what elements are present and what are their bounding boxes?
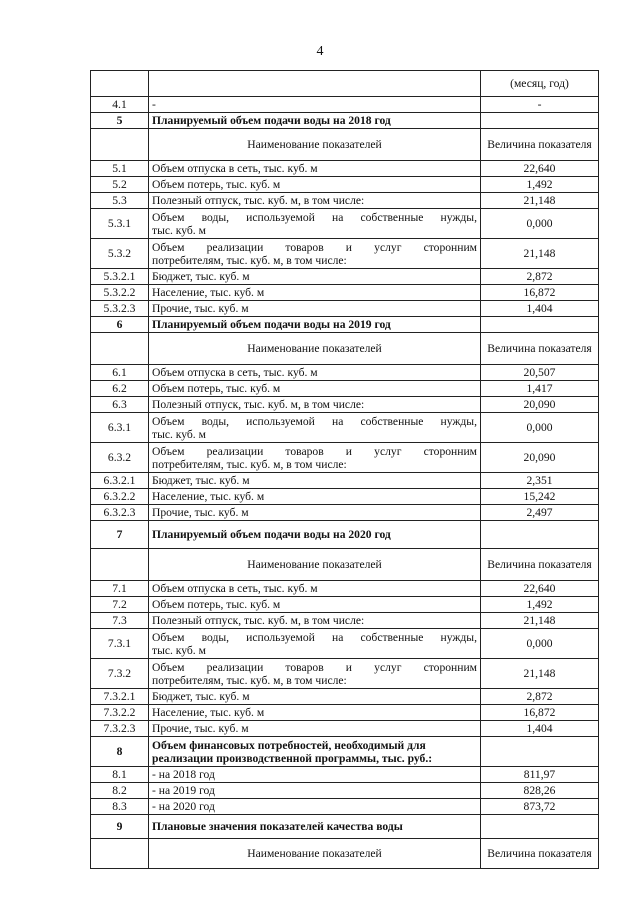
indicator-name: Полезный отпуск, тыс. куб. м, в том числе:: [149, 193, 481, 209]
table-row: [91, 161, 599, 177]
indicator-value: 828,26: [481, 783, 599, 799]
indicator-name: [149, 71, 481, 97]
indicator-name-line: тыс. куб. м: [152, 643, 206, 657]
row-number: 5.2: [91, 177, 149, 193]
indicator-name-line: Объем воды, используемой на собственные нужды,: [152, 210, 477, 224]
empty-cell: [481, 815, 599, 839]
indicator-value: 21,148: [481, 193, 599, 209]
table-row: [91, 767, 599, 783]
indicator-name-line: тыс. куб. м: [152, 223, 206, 237]
indicator-value: 2,872: [481, 269, 599, 285]
empty-cell: [91, 333, 149, 365]
section-row: [91, 521, 599, 549]
indicator-name: Объем потерь, тыс. куб. м: [149, 381, 481, 397]
section-title-line: реализации производственной программы, тыс. руб.:: [152, 751, 433, 765]
indicator-value: 22,640: [481, 161, 599, 177]
indicator-name-line: потребителям, тыс. куб. м, в том числе:: [152, 673, 347, 687]
column-header-row: [91, 549, 599, 581]
indicator-value: 16,872: [481, 705, 599, 721]
production-program-table: [90, 70, 599, 869]
indicator-name: Объем отпуска в сеть, тыс. куб. м: [149, 365, 481, 381]
indicator-name: Объем отпуска в сеть, тыс. куб. м: [149, 161, 481, 177]
column-header-name: Наименование показателей: [149, 549, 481, 581]
table-row: [91, 193, 599, 209]
table-row: [91, 597, 599, 613]
indicator-value: 21,148: [481, 659, 599, 689]
table-row: [91, 209, 599, 239]
indicator-value: 21,148: [481, 239, 599, 269]
indicator-name-line: тыс. куб. м: [152, 427, 206, 441]
row-number: 5.3.2.2: [91, 285, 149, 301]
indicator-name: Полезный отпуск, тыс. куб. м, в том числе:: [149, 613, 481, 629]
indicator-value: 1,404: [481, 301, 599, 317]
column-header-row: [91, 129, 599, 161]
section-title: Плановые значения показателей качества воды: [149, 815, 481, 839]
indicator-value: 1,417: [481, 381, 599, 397]
table-row: [91, 381, 599, 397]
row-number: 5.1: [91, 161, 149, 177]
section-row: [91, 113, 599, 129]
indicator-value: 15,242: [481, 489, 599, 505]
indicator-name: - на 2018 год: [149, 767, 481, 783]
row-number: 7.3.2.3: [91, 721, 149, 737]
row-number: 7.3.2.2: [91, 705, 149, 721]
row-number: 8.1: [91, 767, 149, 783]
table-row: [91, 799, 599, 815]
section-row: [91, 815, 599, 839]
row-number: 5.3.2.3: [91, 301, 149, 317]
indicator-value: 20,090: [481, 443, 599, 473]
section-title: Планируемый объем подачи воды на 2020 год: [149, 521, 481, 549]
section-row: [91, 317, 599, 333]
table-row: [91, 783, 599, 799]
row-number: 5.3: [91, 193, 149, 209]
table-row: [91, 689, 599, 705]
table-row: [91, 97, 599, 113]
row-number: 7.1: [91, 581, 149, 597]
indicator-value: 1,404: [481, 721, 599, 737]
row-number: 6.3.2.2: [91, 489, 149, 505]
indicator-name: - на 2019 год: [149, 783, 481, 799]
row-number: 8.3: [91, 799, 149, 815]
indicator-name: Бюджет, тыс. куб. м: [149, 269, 481, 285]
top-row: [91, 71, 599, 97]
column-header-name: Наименование показателей: [149, 333, 481, 365]
indicator-name: [149, 413, 481, 443]
empty-cell: [91, 549, 149, 581]
table-row: [91, 413, 599, 443]
page-number: 4: [316, 44, 324, 59]
indicator-name-line: Объем воды, используемой на собственные нужды,: [152, 630, 477, 644]
row-number: 7.3.1: [91, 629, 149, 659]
row-number: 6.3.2: [91, 443, 149, 473]
indicator-name: Население, тыс. куб. м: [149, 705, 481, 721]
indicator-value: 873,72: [481, 799, 599, 815]
table-row: [91, 629, 599, 659]
indicator-value: 2,872: [481, 689, 599, 705]
indicator-name: Прочие, тыс. куб. м: [149, 505, 481, 521]
column-header-value-text: Величина показателя: [487, 558, 592, 571]
row-number: 6.3.2.3: [91, 505, 149, 521]
indicator-name: Прочие, тыс. куб. м: [149, 721, 481, 737]
table-row: [91, 705, 599, 721]
indicator-name: [149, 659, 481, 689]
section-number: 7: [91, 521, 149, 549]
indicator-name: Полезный отпуск, тыс. куб. м, в том числе:: [149, 397, 481, 413]
table-row: [91, 239, 599, 269]
table-row: [91, 489, 599, 505]
indicator-name: [149, 443, 481, 473]
row-number: 5.3.1: [91, 209, 149, 239]
indicator-name: Объем отпуска в сеть, тыс. куб. м: [149, 581, 481, 597]
indicator-name: -: [149, 97, 481, 113]
column-header-name: Наименование показателей: [149, 129, 481, 161]
indicator-name: Прочие, тыс. куб. м: [149, 301, 481, 317]
indicator-name: Бюджет, тыс. куб. м: [149, 473, 481, 489]
section-title-line: Объем финансовых потребностей, необходимый для: [152, 738, 426, 752]
empty-cell: [481, 317, 599, 333]
indicator-value: 21,148: [481, 613, 599, 629]
section-title: Планируемый объем подачи воды на 2018 год: [149, 113, 481, 129]
table-row: [91, 285, 599, 301]
table-row: [91, 397, 599, 413]
indicator-name: Бюджет, тыс. куб. м: [149, 689, 481, 705]
column-header-value-text: Величина показателя: [487, 138, 592, 151]
column-header-value: [481, 333, 599, 365]
row-number: 8.2: [91, 783, 149, 799]
row-number: 6.2: [91, 381, 149, 397]
indicator-value: 0,000: [481, 629, 599, 659]
indicator-value: 811,97: [481, 767, 599, 783]
indicator-name: Объем потерь, тыс. куб. м: [149, 597, 481, 613]
empty-cell: [481, 113, 599, 129]
row-number: 4.1: [91, 97, 149, 113]
table-row: [91, 365, 599, 381]
column-header-value: [481, 839, 599, 869]
indicator-value: -: [481, 97, 599, 113]
indicator-name-line: потребителям, тыс. куб. м, в том числе:: [152, 253, 347, 267]
indicator-name-line: Объем воды, используемой на собственные нужды,: [152, 414, 477, 428]
section-title: Планируемый объем подачи воды на 2019 год: [149, 317, 481, 333]
indicator-value: (месяц, год): [481, 71, 599, 97]
indicator-name: [149, 629, 481, 659]
table-row: [91, 177, 599, 193]
indicator-value: 1,492: [481, 597, 599, 613]
table-row: [91, 443, 599, 473]
indicator-name-line: Объем реализации товаров и услуг сторонним: [152, 444, 477, 458]
indicator-value: 16,872: [481, 285, 599, 301]
section-number: 5: [91, 113, 149, 129]
indicator-name: Объем потерь, тыс. куб. м: [149, 177, 481, 193]
indicator-name-line: Объем реализации товаров и услуг сторонним: [152, 660, 477, 674]
table-row: [91, 269, 599, 285]
table-row: [91, 721, 599, 737]
indicator-value: 2,497: [481, 505, 599, 521]
table-row: [91, 613, 599, 629]
empty-cell: [481, 737, 599, 767]
column-header-value: [481, 549, 599, 581]
indicator-value: 22,640: [481, 581, 599, 597]
indicator-value: 20,507: [481, 365, 599, 381]
row-number: 6.3: [91, 397, 149, 413]
column-header-row: [91, 839, 599, 869]
row-number: 6.1: [91, 365, 149, 381]
column-header-value-text: Величина показателя: [487, 342, 592, 355]
table-row: [91, 473, 599, 489]
column-header-name: Наименование показателей: [149, 839, 481, 869]
table-row: [91, 581, 599, 597]
column-header-value-text: Величина показателя: [487, 847, 592, 860]
indicator-name-line: потребителям, тыс. куб. м, в том числе:: [152, 457, 347, 471]
row-number: 7.3.2.1: [91, 689, 149, 705]
table-row: [91, 659, 599, 689]
section-number: 8: [91, 737, 149, 767]
table-row: [91, 505, 599, 521]
section-title: [149, 737, 481, 767]
section-number: 9: [91, 815, 149, 839]
row-number: 7.3: [91, 613, 149, 629]
row-number: 5.3.2: [91, 239, 149, 269]
empty-cell: [91, 839, 149, 869]
row-number: 6.3.1: [91, 413, 149, 443]
indicator-name: Население, тыс. куб. м: [149, 285, 481, 301]
table-row: [91, 301, 599, 317]
row-number: 5.3.2.1: [91, 269, 149, 285]
indicator-value: 0,000: [481, 413, 599, 443]
row-number: 7.2: [91, 597, 149, 613]
indicator-name-line: Объем реализации товаров и услуг сторонним: [152, 240, 477, 254]
empty-cell: [481, 521, 599, 549]
row-number: 6.3.2.1: [91, 473, 149, 489]
column-header-value: [481, 129, 599, 161]
section-number: 6: [91, 317, 149, 333]
indicator-name: Население, тыс. куб. м: [149, 489, 481, 505]
indicator-name: [149, 209, 481, 239]
row-number: [91, 71, 149, 97]
indicator-name: [149, 239, 481, 269]
column-header-row: [91, 333, 599, 365]
indicator-value: 20,090: [481, 397, 599, 413]
empty-cell: [91, 129, 149, 161]
indicator-value: 2,351: [481, 473, 599, 489]
row-number: 7.3.2: [91, 659, 149, 689]
indicator-value: 0,000: [481, 209, 599, 239]
indicator-value: 1,492: [481, 177, 599, 193]
indicator-name: - на 2020 год: [149, 799, 481, 815]
section-row: [91, 737, 599, 767]
